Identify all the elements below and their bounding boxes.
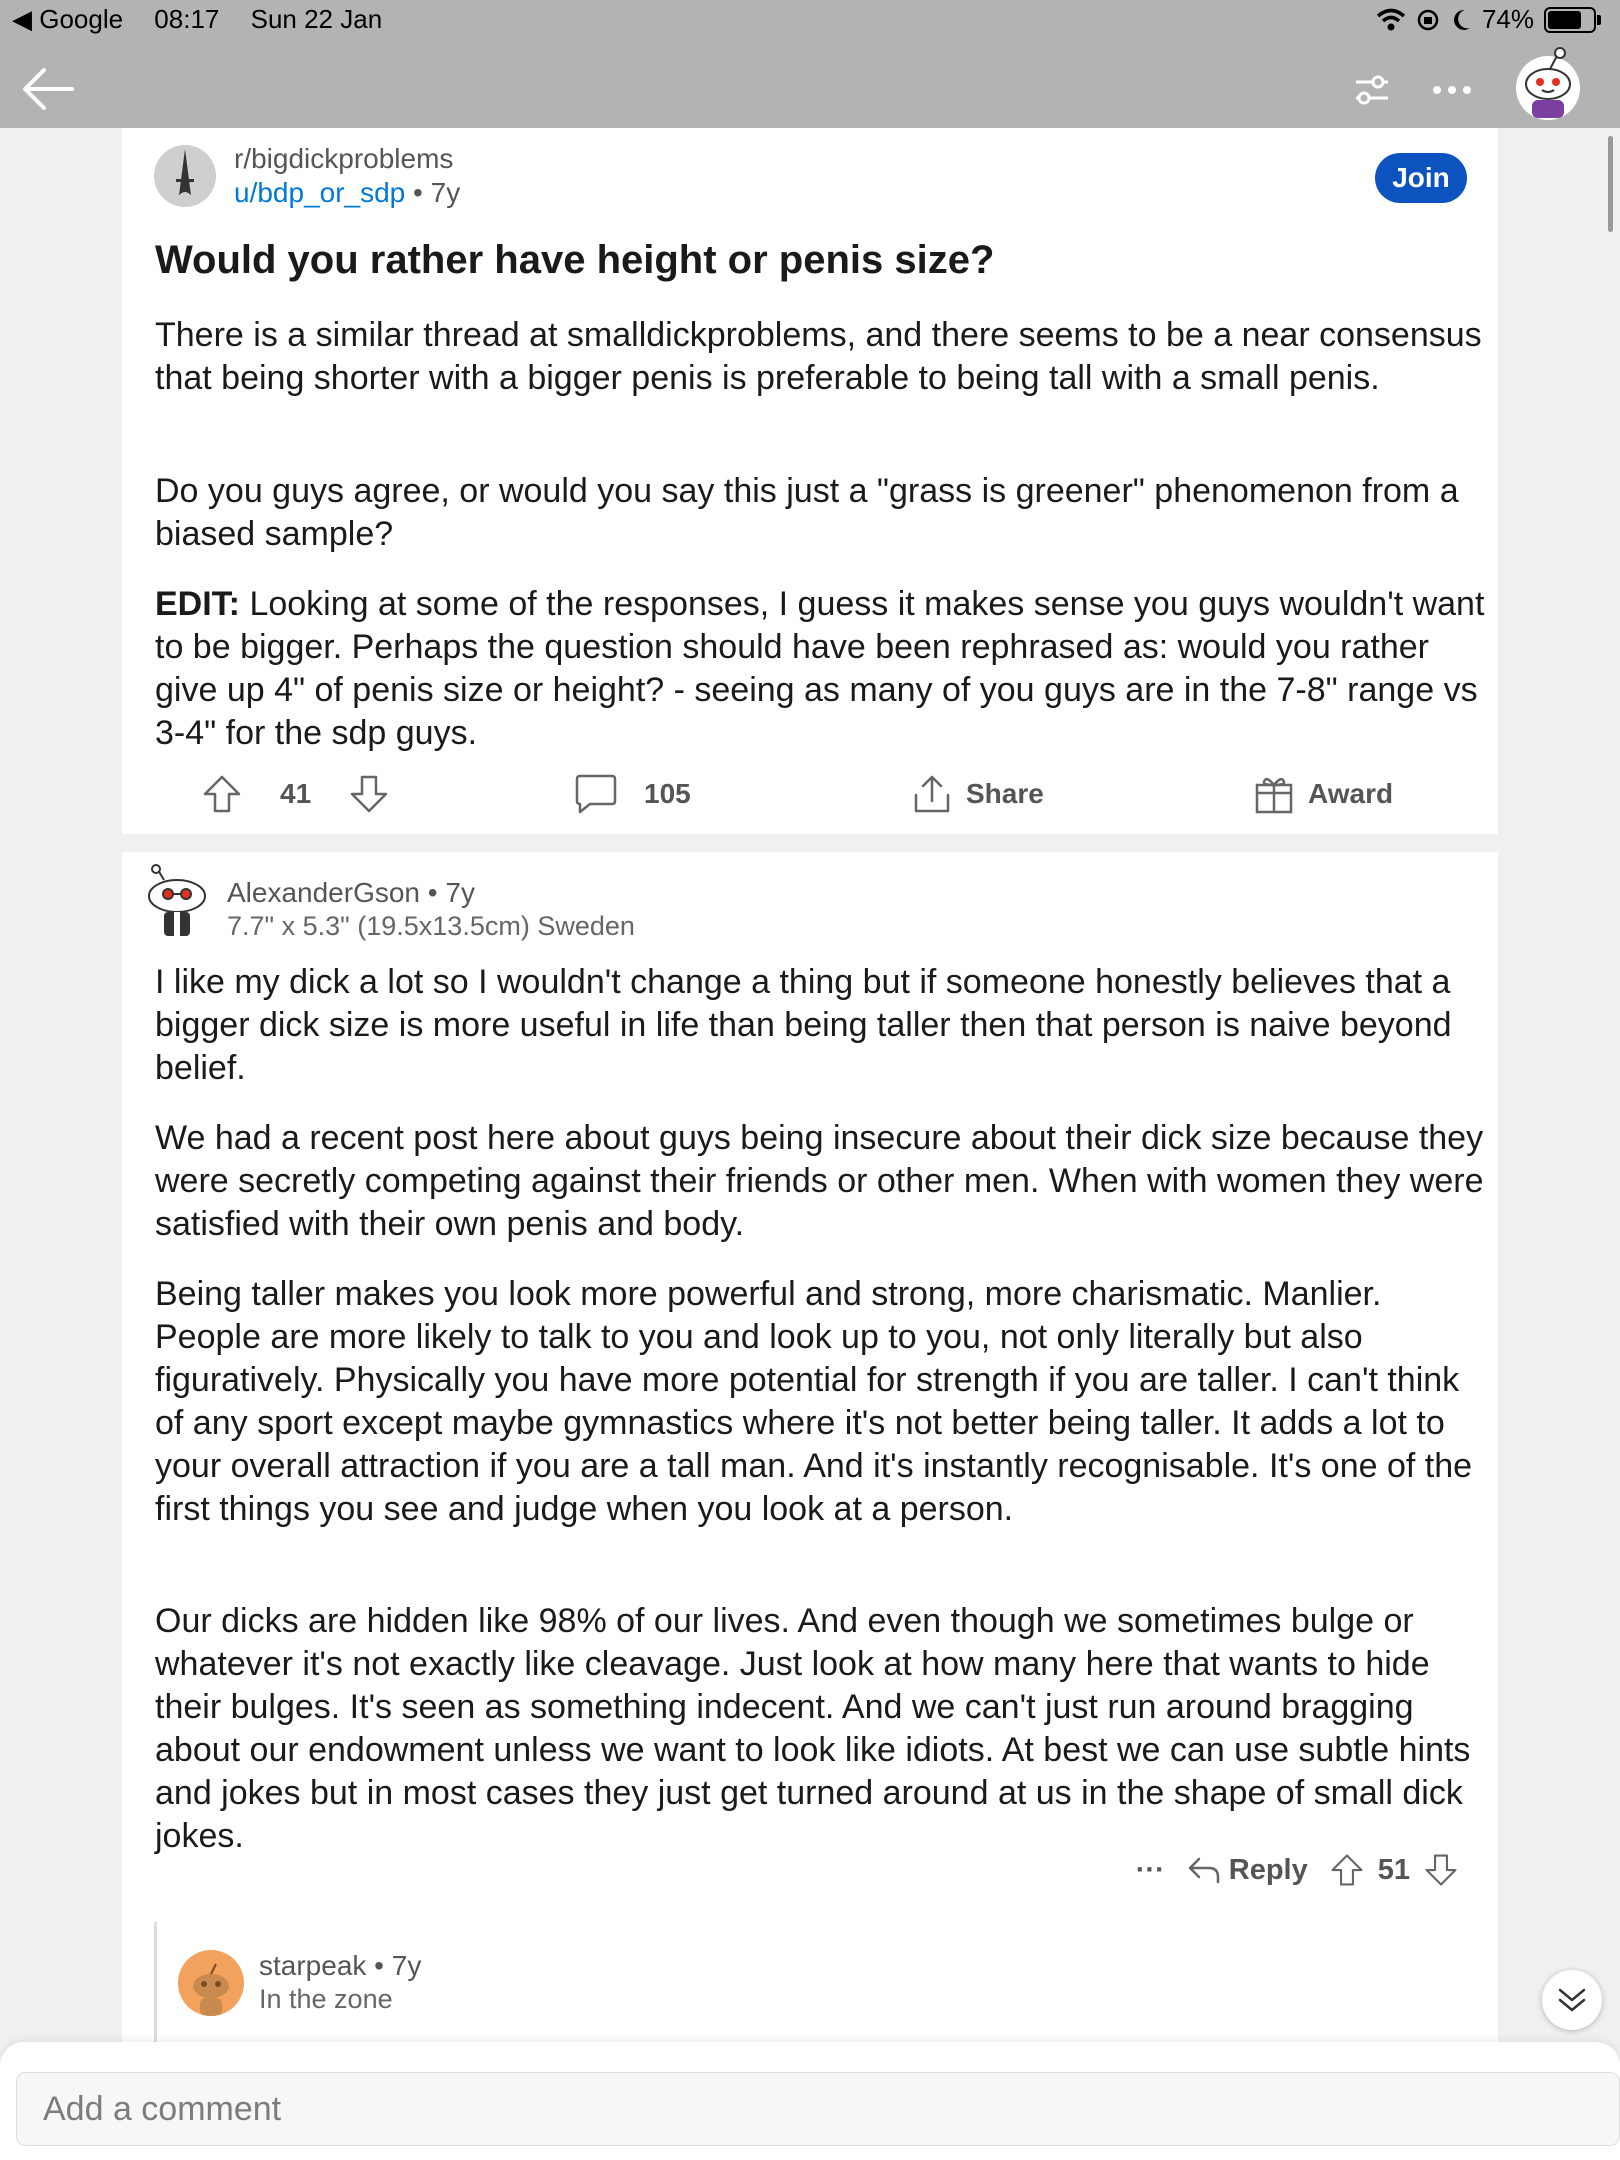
reply-author-avatar[interactable] (178, 1950, 244, 2016)
commenter-avatar[interactable] (144, 864, 210, 938)
scrollbar-thumb[interactable] (1608, 136, 1613, 232)
comment-card (122, 852, 1498, 2052)
share-icon (912, 773, 952, 815)
downvote-icon[interactable] (1424, 1852, 1458, 1888)
award-button[interactable] (1254, 764, 1393, 824)
filter-icon[interactable] (1352, 68, 1392, 112)
post-vote-count: 41 (280, 778, 312, 809)
status-time: 08:17 (154, 4, 220, 34)
edit-text: Looking at some of the responses, I guess it makes sense you guys wouldn't want to be bigger. Perhaps the question should have been rephrased as: would you rather give up 4" of penis size or height? - seeing as many of you guys are in the 7-8" range vs 3-4" for the sdp guys. (155, 585, 1485, 752)
comment-author[interactable]: AlexanderGson (227, 877, 421, 908)
join-button[interactable]: Join (1375, 153, 1467, 203)
comment-paragraph: Being taller makes you look more powerful and strong, more charismatic. Manlier. People are more likely to talk to you and look up to you, not only literally but also figuratively. Physically you have more potential for strength if you are taller. I can't think of any sport except maybe gymnastics where it's not better being taller. It adds a lot to your overall attraction if you are a tall man. And it's instantly recognisable. It's one of the first things you see and judge when you look at a person. (155, 1275, 1473, 1528)
battery-percent: 74% (1481, 4, 1534, 34)
post-vote-group (202, 764, 389, 824)
comment-flair: 7.7" x 5.3" (19.5x13.5cm) Sweden (227, 911, 635, 941)
reply-age: • 7y (366, 1950, 422, 1981)
gift-icon (1254, 773, 1294, 815)
upvote-icon[interactable] (1330, 1852, 1364, 1888)
eiffel-tower-icon (154, 145, 216, 207)
user-avatar-icon[interactable] (1514, 46, 1582, 122)
post-author-line (234, 177, 460, 209)
post-author[interactable]: u/bdp_or_sdp (234, 177, 406, 208)
reply-author-line (259, 1950, 421, 1982)
subreddit-name[interactable]: r/bigdickproblems (234, 143, 454, 174)
comment-bubble-icon (574, 773, 618, 815)
moon-icon (1450, 8, 1472, 32)
comment-paragraph: Our dicks are hidden like 98% of our lives. And even though we sometimes bulge or whatever it's not exactly like cleavage. Just look at how many here that wants to hide their bulges. It's seen as something indecent. And we can't just run around bragging about our endowment unless we want to look like idiots. At best we can use subtle hints and jokes but in most cases they just get turned around at us in the shape of small dick jokes. (155, 1602, 1471, 1855)
reply-label: Reply (1228, 1853, 1308, 1886)
snoo-avatar-icon (178, 1950, 244, 2016)
reply-author[interactable]: starpeak (259, 1950, 367, 1981)
back-to-app[interactable]: ◀ Google (12, 4, 124, 34)
post-age: • 7y (405, 177, 461, 208)
comment-paragraph: We had a recent post here about guys being insecure about their dick size because they were secretly competing against their friends or other men. When with women they were satisfied with their own penis and body. (155, 1119, 1484, 1243)
top-bar (0, 0, 1620, 128)
double-chevron-down-icon (1556, 1984, 1588, 2016)
comment-age: • 7y (420, 877, 475, 908)
subreddit-avatar[interactable] (154, 145, 216, 207)
add-comment-input[interactable] (16, 2072, 1620, 2146)
back-arrow-icon[interactable] (20, 66, 76, 112)
next-comment-button[interactable] (1542, 1970, 1602, 2030)
upvote-icon[interactable] (202, 774, 242, 814)
comment-vote-group (1330, 1852, 1458, 1888)
status-bar-left (12, 4, 406, 35)
post-paragraph: Do you guys agree, or would you say this just a "grass is greener" phenomenon from a biased sample? (155, 472, 1459, 553)
award-label: Award (1308, 778, 1394, 809)
comment-author-line (227, 877, 475, 909)
orientation-lock-icon (1416, 8, 1440, 32)
post-title: Would you rather have height or penis size? (155, 238, 995, 282)
status-bar-right (1376, 4, 1596, 35)
edit-label: EDIT: (155, 585, 240, 623)
comment-count: 105 (644, 778, 691, 809)
comment-more-button[interactable]: ··· (1135, 1853, 1165, 1886)
more-icon[interactable] (1432, 84, 1472, 96)
share-button[interactable] (912, 764, 1044, 824)
wifi-icon (1376, 8, 1406, 32)
comments-button[interactable] (574, 764, 691, 824)
thread-line[interactable] (154, 1922, 157, 2052)
comment-composer-bar (0, 2042, 1620, 2160)
reply-arrow-icon (1187, 1855, 1221, 1885)
reply-flair: In the zone (259, 1984, 393, 2014)
battery-icon (1544, 7, 1596, 33)
reply-button[interactable] (1187, 1854, 1308, 1887)
post-paragraph: There is a similar thread at smalldickproblems, and there seems to be a near consensus that being shorter with a bigger penis is preferable to being tall with a small penis. (155, 316, 1482, 397)
comment-paragraph: I like my dick a lot so I wouldn't change a thing but if someone honestly believes that a bigger dick size is more useful in life than being taller then that person is naive beyond belief. (155, 963, 1452, 1087)
downvote-icon[interactable] (349, 774, 389, 814)
comment-vote-count: 51 (1377, 1853, 1410, 1886)
status-date: Sun 22 Jan (250, 4, 383, 34)
share-label: Share (966, 778, 1044, 809)
comment-action-bar (1136, 1852, 1458, 1888)
post-action-bar (122, 764, 1498, 824)
post-card (122, 128, 1498, 834)
post-edit-paragraph (155, 583, 1485, 755)
